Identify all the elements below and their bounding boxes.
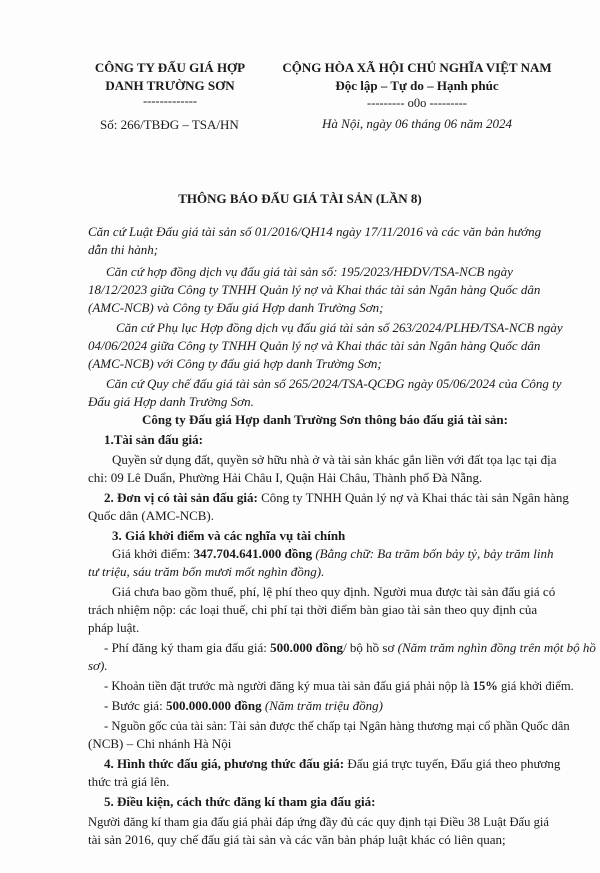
tax-line: Giá chưa bao gồm thuế, phí, lệ phí theo quy định. Người mua được tài sản đấu giá có (112, 584, 556, 599)
company-divider: ------------- (142, 94, 198, 108)
section-4-line1 (104, 755, 560, 773)
asset-origin-line: - Nguồn gốc của tài sản: Tài sản được thế chấp tại Ngân hàng thương mại cổ phần Quốc dân (104, 719, 570, 733)
section-1-line: Quyền sử dụng đất, quyền sở hữu nhà ở và tài sản khác gắn liền với đất tọa lạc tại địa (112, 452, 557, 467)
starting-price-value: 347.704.641.000 đồng (193, 546, 313, 561)
section-5-heading: 5. Điều kiện, cách thức đăng kí tham gia đấu giá: (104, 794, 376, 809)
basis-line: (AMC-NCB) với Công ty đấu giá hợp danh Trường Sơn; (88, 356, 382, 371)
section-1-heading: 1.Tài sản đấu giá: (104, 432, 203, 447)
section-5-line: tài sản 2016, quy chế đấu giá tài sản và các văn bản pháp luật khác có liên quan; (88, 832, 506, 847)
fee-label: - Phí đăng ký tham gia đấu giá: (104, 640, 271, 655)
registration-fee-line (104, 639, 596, 657)
fee-value: 500.000 đồng (270, 640, 344, 655)
section-4-line2: thức trả giá lên. (88, 774, 170, 789)
national-title: CỘNG HÒA XÃ HỘI CHỦ NGHĨA VIỆT NAM (282, 60, 552, 75)
section-2-text: Công ty TNHH Quản lý nợ và Khai thác tài sản Ngân hàng (257, 490, 569, 505)
section-3-heading: 3. Giá khởi điểm và các nghĩa vụ tài chính (112, 528, 346, 543)
company-name-line2: DANH TRƯỜNG SƠN (105, 78, 235, 93)
deposit-value: 15% (472, 679, 498, 693)
company-name-line1: CÔNG TY ĐẤU GIÁ HỢP (94, 60, 246, 75)
deposit-label: - Khoản tiền đặt trước mà người đăng ký mua tài sản đấu giá phải nộp là (104, 679, 473, 693)
deposit-suffix: giá khởi điểm. (497, 679, 574, 693)
motto-divider: --------- o0o --------- (367, 96, 467, 110)
basis-line: Căn cứ hợp đồng dịch vụ đấu giá tài sản số: 195/2023/HĐDV/TSA-NCB ngày (106, 264, 513, 279)
section-4-text: Đấu giá trực tuyến, Đấu giá theo phương (344, 756, 561, 771)
section-2-heading: 2. Đơn vị có tài sản đấu giá: (104, 490, 258, 505)
document-title: THÔNG BÁO ĐẤU GIÁ TÀI SẢN (LẦN 8) (178, 191, 422, 206)
tax-line: trách nhiệm nộp: các loại thuế, chi phí tại thời điểm bàn giao tài sản theo quy định của (88, 602, 538, 617)
section-2-line1 (104, 489, 569, 507)
basis-line: 04/06/2024 giữa Công ty TNHH Quản lý nợ và Khai thác tài sản Ngân hàng Quốc dân (88, 338, 541, 353)
national-motto: Độc lập – Tự do – Hạnh phúc (335, 78, 499, 93)
section-5-line: Người đăng kí tham gia đấu giá phải đáp ứng đầy đủ các quy định tại Điều 38 Luật Đấu giá (88, 815, 549, 829)
starting-price-line (112, 545, 554, 563)
place-and-date: Hà Nội, ngày 06 tháng 06 năm 2024 (322, 116, 512, 131)
bid-step-line (104, 697, 383, 715)
basis-line: (AMC-NCB) và Công ty Đấu giá Hợp danh Trường Sơn; (88, 300, 384, 315)
basis-line: Căn cứ Luật Đấu giá tài sản số 01/2016/QH14 ngày 17/11/2016 và các văn bản hướng (88, 224, 542, 239)
starting-price-label: Giá khởi điểm: (112, 546, 194, 561)
asset-origin-line-cont: (NCB) – Chi nhánh Hà Nội (88, 736, 232, 751)
fee-words-cont: sơ). (88, 658, 108, 673)
basis-line: Đấu giá Hợp danh Trường Sơn. (88, 394, 254, 409)
announcement-line: Công ty Đấu giá Hợp danh Trường Sơn thông báo đấu giá tài sản: (142, 412, 508, 427)
document-number: Số: 266/TBĐG – TSA/HN (100, 117, 239, 132)
starting-price-words: (Bằng chữ: Ba trăm bốn bảy tỷ, bảy trăm linh (312, 546, 554, 561)
bid-step-value: 500.000.000 đồng (165, 698, 262, 713)
section-2-line2: Quốc dân (AMC-NCB). (88, 508, 215, 523)
bid-step-words: (Năm trăm triệu đồng) (261, 698, 383, 713)
basis-line: Căn cứ Quy chế đấu giá tài sản số 265/2024/TSA-QCĐG ngày 05/06/2024 của Công ty (106, 376, 562, 391)
fee-unit: / bộ hồ sơ (343, 640, 398, 655)
starting-price-words-cont: tư triệu, sáu trăm bốn mươi mốt nghìn đồng). (88, 564, 325, 579)
section-1-line: chỉ: 09 Lê Duẩn, Phường Hải Châu I, Quận Hải Châu, Thành phố Đà Nẵng. (88, 470, 483, 485)
section-4-heading: 4. Hình thức đấu giá, phương thức đấu giá: (104, 756, 345, 771)
basis-line: 18/12/2023 giữa Công ty TNHH Quản lý nợ và Khai thác tài sản Ngân hàng Quốc dân (88, 282, 541, 297)
basis-line: dẫn thi hành; (88, 242, 159, 257)
tax-line: pháp luật. (88, 620, 140, 635)
fee-words: (Năm trăm nghìn đồng trên một bộ hồ (397, 640, 596, 655)
bid-step-label: - Bước giá: (104, 698, 166, 713)
deposit-line (104, 677, 574, 695)
basis-line: Căn cứ Phụ lục Hợp đồng dịch vụ đấu giá tài sản số 263/2024/PLHĐ/TSA-NCB ngày (116, 320, 563, 335)
